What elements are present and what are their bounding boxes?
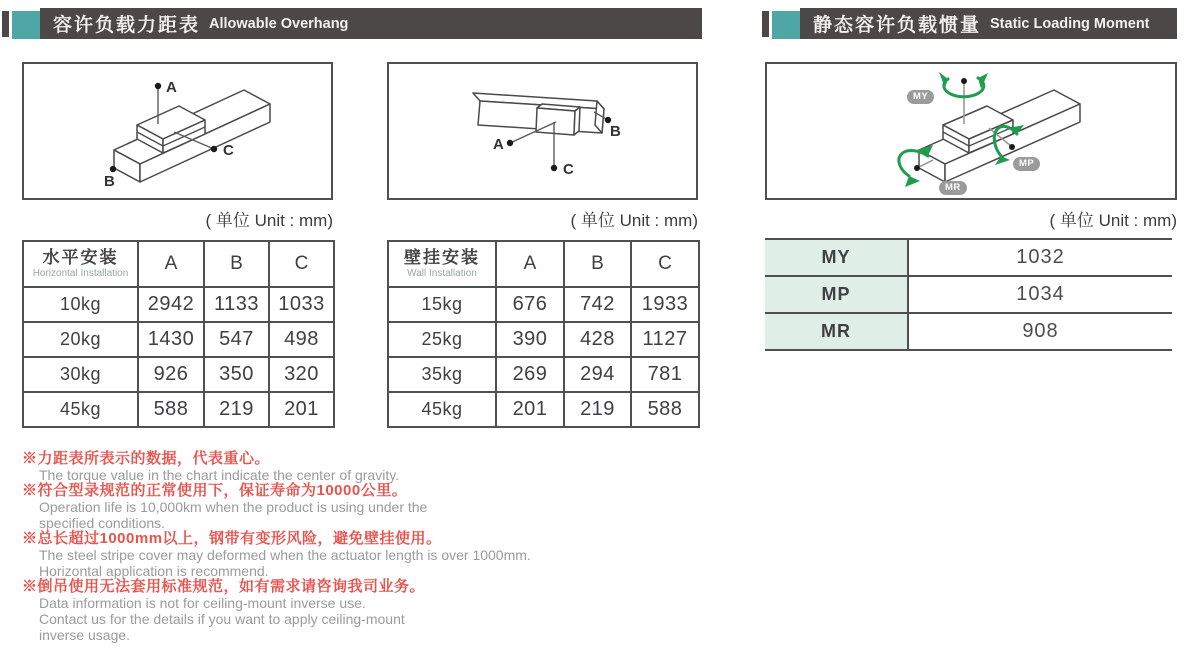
header-accent-sliver (762, 11, 769, 37)
row-label: 45kg (23, 392, 138, 427)
corner-title-zh: 水平安装 (42, 248, 119, 267)
point-label-c: C (563, 161, 574, 178)
moment-badge-mr: MR (939, 181, 967, 195)
table-row (23, 322, 334, 357)
column-header-c: C (269, 241, 334, 287)
horizontal-installation-diagram (22, 62, 333, 200)
table-row (388, 322, 699, 357)
cell-value: 294 (564, 357, 631, 392)
point-label-c: C (223, 142, 234, 159)
cell-value: 1133 (204, 287, 269, 322)
actuator-isometric-drawing (24, 64, 331, 198)
wall-installation-table (387, 240, 700, 428)
moment-title-en: Static Loading Moment (990, 15, 1150, 32)
cell-value: 1430 (138, 322, 204, 357)
cell-value: 390 (496, 322, 564, 357)
cell-value: 219 (564, 392, 631, 427)
moment-section-header (762, 8, 1177, 39)
table-row (765, 239, 1172, 276)
table-row (388, 287, 699, 322)
cell-value: 428 (564, 322, 631, 357)
footnote-line: The steel stripe cover may deformed when the actuator length is over 1000mm. (39, 547, 531, 563)
overhang-title-zh: 容许负载力距表 (53, 15, 201, 36)
table-row (23, 357, 334, 392)
corner-title-en: Horizontal Installation (32, 268, 129, 279)
cell-value: 1033 (269, 287, 334, 322)
header-accent-sliver (2, 11, 9, 37)
corner-cell (23, 241, 138, 287)
table-row (388, 357, 699, 392)
footnote-line: specified conditions. (39, 515, 166, 531)
row-label: 25kg (388, 322, 496, 357)
cell-value: 350 (204, 357, 269, 392)
row-label: 30kg (23, 357, 138, 392)
cell-value: 781 (631, 357, 699, 392)
unit-label-wall: ( 单位 Unit : mm) (570, 211, 698, 230)
moment-row-value: 908 (908, 313, 1172, 350)
horizontal-installation-table (22, 240, 335, 428)
corner-cell (388, 241, 496, 287)
moment-title-zh: 静态容许负载惯量 (813, 15, 982, 36)
column-header-a: A (138, 241, 204, 287)
cell-value: 320 (269, 357, 334, 392)
cell-value: 1127 (631, 322, 699, 357)
cell-value: 547 (204, 322, 269, 357)
table-row (23, 287, 334, 322)
unit-label-horizontal: ( 单位 Unit : mm) (205, 211, 333, 230)
footnote-line: Operation life is 10,000km when the product is using under the (39, 499, 428, 515)
footnote-line: ※符合型录规范的正常使用下，保证寿命为10000公里。 (22, 482, 408, 499)
moment-row-label: MR (765, 313, 908, 350)
moment-row-value: 1032 (908, 239, 1172, 276)
loading-moment-table (765, 238, 1172, 351)
loading-moment-diagram (765, 62, 1177, 200)
moment-badge-mp: MP (1013, 157, 1040, 171)
cell-value: 926 (138, 357, 204, 392)
overhang-header-bar (40, 8, 702, 39)
footnote-line: Horizontal application is recommend. (39, 563, 269, 579)
header-accent-square (12, 11, 40, 39)
row-label: 10kg (23, 287, 138, 322)
moment-badge-my: MY (907, 90, 934, 104)
point-label-a: A (166, 79, 177, 96)
cell-value: 676 (496, 287, 564, 322)
moment-row-label: MY (765, 239, 908, 276)
cell-value: 201 (269, 392, 334, 427)
moment-row-value: 1034 (908, 276, 1172, 313)
column-header-a: A (496, 241, 564, 287)
table-header-row (23, 241, 334, 287)
table-row (388, 392, 699, 427)
point-label-b: B (104, 173, 115, 190)
row-label: 15kg (388, 287, 496, 322)
footnote-line: ※力距表所表示的数据，代表重心。 (22, 450, 271, 467)
cell-value: 588 (138, 392, 204, 427)
moment-axes-drawing (767, 64, 1175, 198)
footnotes (22, 451, 531, 643)
table-header-row (388, 241, 699, 287)
footnote-line: Data information is not for ceiling-mount inverse use. (39, 595, 366, 611)
point-label-b: B (610, 123, 621, 140)
footnote-line: Contact us for the details if you want to apply ceiling-mount (39, 611, 405, 627)
unit-label-moment: ( 单位 Unit : mm) (1049, 211, 1177, 230)
cell-value: 588 (631, 392, 699, 427)
footnote-line: inverse usage. (39, 627, 131, 643)
point-label-a: A (493, 136, 504, 153)
table-row (765, 313, 1172, 350)
overhang-section-header (2, 8, 702, 39)
column-header-b: B (204, 241, 269, 287)
row-label: 20kg (23, 322, 138, 357)
cell-value: 201 (496, 392, 564, 427)
cell-value: 2942 (138, 287, 204, 322)
row-label: 35kg (388, 357, 496, 392)
cell-value: 219 (204, 392, 269, 427)
header-accent-square (772, 11, 800, 39)
table-row (765, 276, 1172, 313)
column-header-b: B (564, 241, 631, 287)
overhang-title-en: Allowable Overhang (209, 15, 349, 32)
moment-header-bar (800, 8, 1177, 39)
moment-row-label: MP (765, 276, 908, 313)
footnote-line: ※总长超过1000mm以上，钢带有变形风险，避免壁挂使用。 (22, 530, 442, 547)
actuator-side-drawing (389, 64, 696, 198)
cell-value: 498 (269, 322, 334, 357)
cell-value: 1933 (631, 287, 699, 322)
wall-installation-diagram (387, 62, 698, 200)
corner-title-zh: 壁挂安装 (404, 248, 480, 267)
table-row (23, 392, 334, 427)
cell-value: 742 (564, 287, 631, 322)
row-label: 45kg (388, 392, 496, 427)
footnote-line: The torque value in the chart indicate the center of gravity. (39, 467, 400, 483)
footnote-line: ※倒吊使用无法套用标准规范，如有需求请咨询我司业务。 (22, 578, 426, 595)
cell-value: 269 (496, 357, 564, 392)
column-header-c: C (631, 241, 699, 287)
corner-title-en: Wall Installation (407, 268, 477, 279)
